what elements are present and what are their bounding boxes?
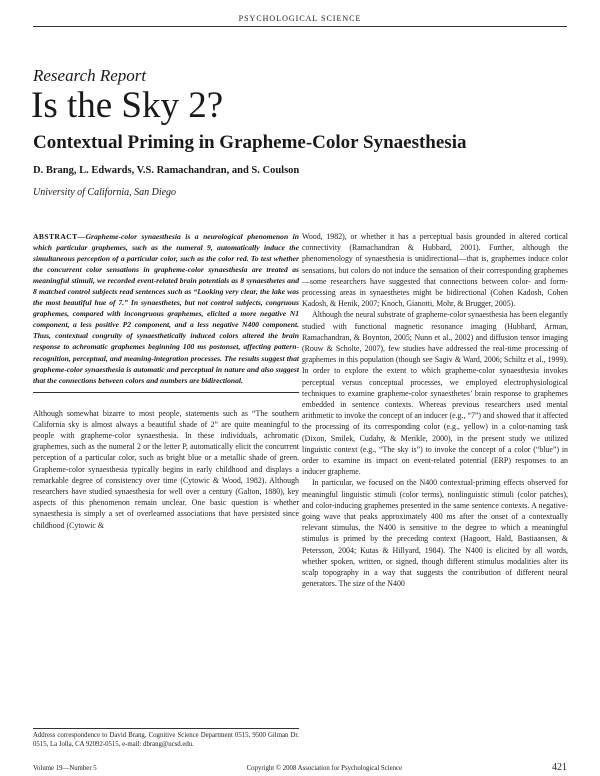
correspondence-note: Address correspondence to David Brang, Cognitive Science Department 0515, 9500 Gilman Dr. 0515, La Jolla, CA 92092-0515, e-mail: dbrang@ucsd.edu.	[33, 732, 299, 749]
article-type: Research Report	[33, 66, 147, 85]
header-rule	[33, 26, 567, 27]
body-paragraph-1: Although somewhat bizarre to most people, statements such as “The southern California sky is almost always a beautiful shade of 2” are quite meaningful to people with grapheme-color synaesthesia. In these individuals, achromatic graphemes, such as the numeral 2 or the letter P, automatically elicit the concurrent perception of a particular color, such as bright blue or a metallic shade of green. Grapheme-color synaesthesia typically begins in early childhood and displays a remarkable degree of consistency over time (Cytowic & Wood, 1982). Although researchers have studied synaesthesia for well over a century (Galton, 1880), key aspects of this phenomenon remain unclear. One basic question is whether synaesthesia is simply a set of overlearned associations that have persisted since childhood (Cytowic &	[33, 408, 299, 530]
page-number: 421	[552, 762, 567, 773]
body-paragraph-4: In particular, we focused on the N400 contextual-priming effects observed for meaningful linguistic stimuli (color terms), nonlinguistic stimuli (color patches), and color-inducing graphemes presented in the same sentence contexts. A negative-going wave that peaks approximately 400 ms after the onset of a contextually relevant stimulus, the N400 is sensitive to the degree to which a meaningful stimulus is primed by the preceding context (Hagoort, Hald, Bastiaansen, & Petersson, 2004; Kutas & Hillyard, 1984). The N400 is elicited by all words, whether spoken, written, or signed, though different stimulus modalities alter its scalp topography in a way that suggests the contribution of different neural generators. The size of the N400	[302, 478, 568, 589]
correspondence-rule	[33, 728, 299, 729]
author-list: D. Brang, L. Edwards, V.S. Ramachandran, and S. Coulson	[33, 165, 300, 176]
body-paragraph-2: Wood, 1982), or whether it has a perceptual basis grounded in altered cortical connectivity (Ramachandran & Hubbard, 2001). Further, although the phenomenology of synaesthesia is unidirectional—that is, graphemes induce color sensations, but colors do not induce the sensation of their corresponding graphemes—some researchers have suggested that connections between color- and form-processing areas in synaesthetes might be bidirectional (Cohen Kadosh, Cohen Kadosh, & Henik, 2007; Knoch, Gianotti, Mohr, & Brugger, 2005).	[302, 232, 568, 309]
body-paragraph-3: Although the neural substrate of grapheme-color synaesthesia has been elegantly studied with functional magnetic resonance imaging (Hubbard, Arman, Ramachandran, & Boynton, 2005; Nunn et al., 2002) and diffusion tensor imaging (Rouw & Scholte, 2007), few studies have addressed the real-time processing of graphemes in this population (though see Sagiv & Ward, 2006; Schiltz et al., 1999). In order to explore the extent to which grapheme-color synaesthesia invokes perceptual versus conceptual processes, we employed electrophysiological techniques to examine grapheme-color synaesthetes’ brain response to graphemes embedded in sentence contexts. Whereas previous researchers used mental arithmetic to invoke the concept of an inducer (e.g., “7”) and showed that it affected the processing of its corresponding color (e.g., yellow) in a color-naming task (Dixon, Smilek, Cudahy, & Merikle, 2000), in the present study we utilized linguistic context (e.g., “The sky is”) to invoke the concept of a color (“blue”) in order to examine its impact on event-related potential (ERP) responses to an inducer grapheme.	[302, 310, 568, 477]
affiliation: University of California, San Diego	[33, 187, 177, 198]
abstract	[33, 231, 299, 386]
journal-header: PSYCHOLOGICAL SCIENCE	[238, 14, 362, 23]
left-column	[33, 231, 299, 531]
page-footer	[33, 762, 567, 773]
right-column	[302, 231, 568, 590]
abstract-label: ABSTRACT—	[33, 232, 86, 241]
article-title: Is the Sky 2?	[31, 85, 224, 126]
abstract-text: Grapheme-color synaesthesia is a neurological phenomenon in which particular graphemes, such as the numeral 9, automatically induce the simultaneous perception of a particular color, such as the color red. To test whether the concurrent color sensations in grapheme-color synaesthesia are treated as meaningful stimuli, we recorded event-related brain potentials as 8 synaesthetes and 8 matched control subjects read sentences such as “Looking very clear, the lake was the most beautiful hue of 7.” In synaesthetes, but not control subjects, congruous graphemes, compared with incongruous graphemes, elicited a more negative N1 component, a less positive P2 component, and a less negative N400 component. Thus, contextual congruity of synaesthetically induced colors altered the brain response to achromatic graphemes beginning 100 ms postonset, affecting pattern-recognition, perceptual, and meaning-integration processes. The results suggest that grapheme-color synaesthesia is automatic and perceptual in nature and also suggest that the connections between colors and numbers are bidirectional.	[33, 232, 299, 385]
article-subtitle: Contextual Priming in Grapheme-Color Synaesthesia	[33, 132, 467, 153]
footer-volume: Volume 19—Number 5	[33, 765, 97, 772]
abstract-rule	[33, 392, 299, 393]
footer-copyright: Copyright © 2008 Association for Psychological Science	[246, 765, 403, 772]
